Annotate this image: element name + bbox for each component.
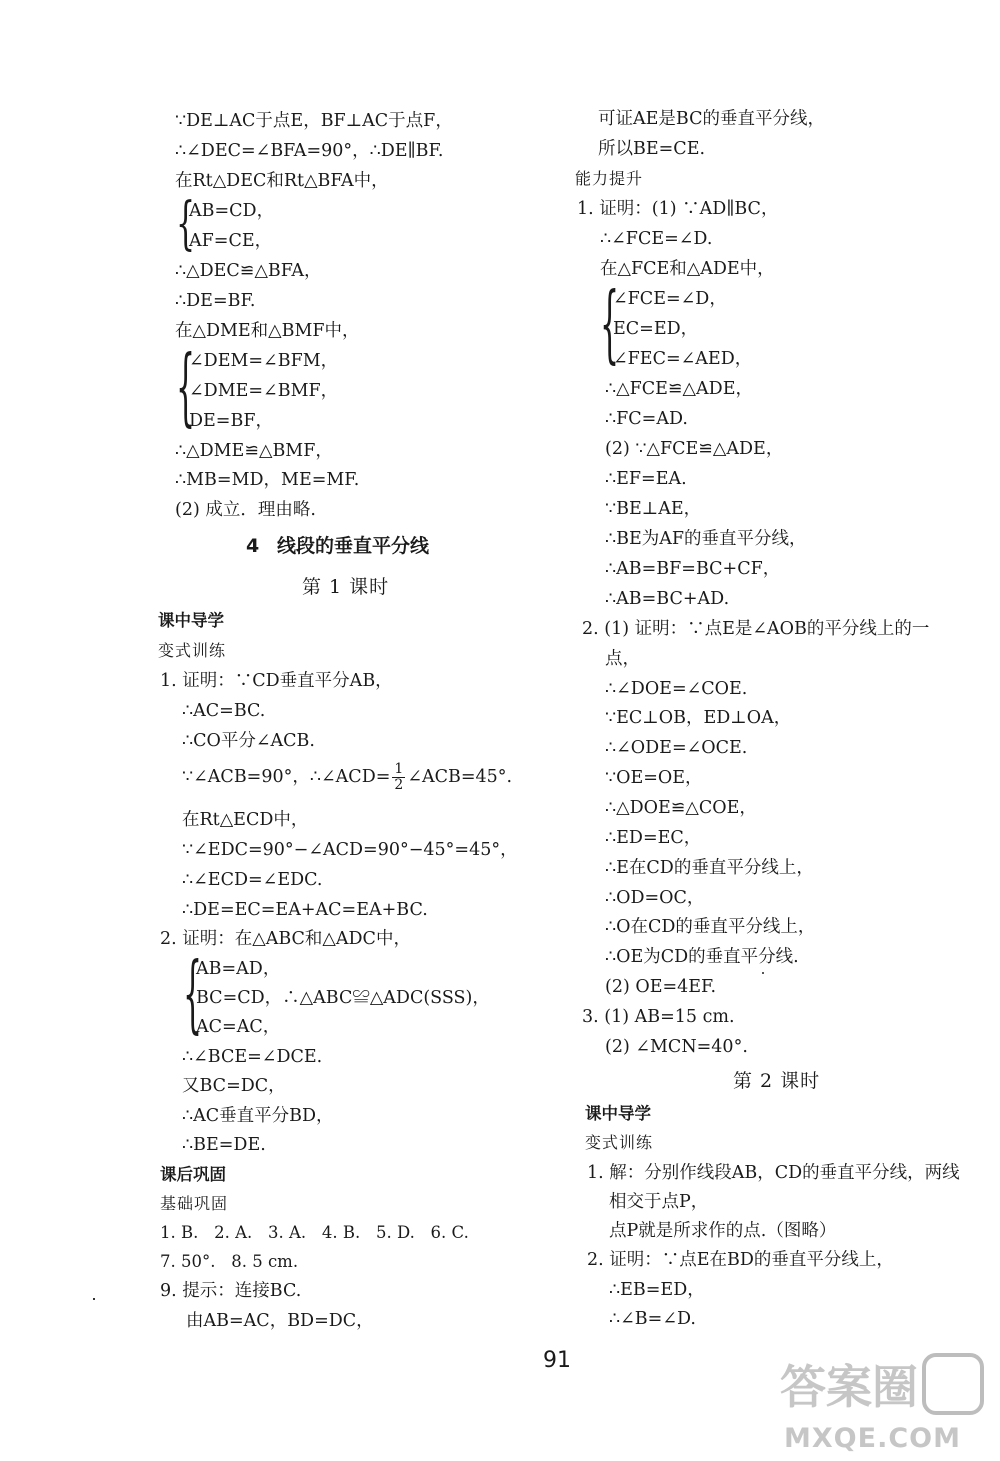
fraction-denominator: 2 [394,777,404,793]
heading: 课中导学 [585,1104,651,1123]
text-line: ∴∠B=∠D. [609,1309,696,1329]
text-line: ∴∠BCE=∠DCE. [182,1047,323,1067]
text-line: ∴BE为AF的垂直平分线， [605,529,807,549]
text-line: ∴DE=BF. [175,291,256,311]
speck [762,972,764,974]
brace: { [183,946,203,1045]
text-line: ∠DME=∠BMF， [189,381,339,401]
text-line: ∴∠ODE=∠OCE. [605,738,748,758]
text-line: 相交于点P， [609,1192,709,1212]
watermark-frame [924,1355,982,1413]
text-line: ∴FC=AD. [605,409,688,429]
text-part: ∠ACB=45°. [407,767,513,787]
text-line: ∴AB=BF=BC+CF， [605,559,781,579]
lesson-heading: 第 2 课时 [733,1070,821,1092]
text-line: ∴MB=MD，ME=MF. [175,470,360,490]
heading: 课中导学 [158,611,224,630]
text-line: 3. (1) AB=15 cm. [582,1007,735,1027]
text-line: AB=AD， [196,959,281,979]
section-title: 线段的垂直平分线 [277,535,430,557]
text-line: (2) OE=4EF. [605,977,717,997]
watermark-text: 答案圈 [780,1360,918,1414]
text-line: ∴AC垂直平分BD， [182,1106,334,1126]
subheading: 基础巩固 [160,1194,229,1213]
text-line: EC=ED， [613,319,699,339]
text-line: 所以BE=CE. [598,139,706,159]
text-line: ∴O在CD的垂直平分线上， [605,917,816,937]
text-line: ∴∠DEC=∠BFA=90°，∴DE∥BF. [175,141,444,161]
fraction [392,762,405,793]
text-line: ∴DE=EC=EA+AC=EA+BC. [182,900,428,920]
text-line: 9. 提示：连接BC. [160,1281,302,1301]
text-line: ∴OD=OC， [605,888,705,908]
text-line: BC=CD，∴△ABC≌△ADC(SSS)， [196,988,490,1008]
text-line: ∵DE⊥AC于点E，BF⊥AC于点F， [175,111,453,131]
text-line: ∵EC⊥OB，ED⊥OA， [605,708,792,728]
text-line: (2) ∵△FCE≌△ADE， [605,439,784,459]
text-line: ∴AC=BC. [182,701,266,721]
text-line: ∴EB=ED， [609,1280,705,1300]
text-line: ∠DEM=∠BFM， [189,351,339,371]
section-number: 4 [246,535,260,557]
text-line: 1. 解：分别作线段AB，CD的垂直平分线，两线 [587,1163,960,1183]
text-line: 点， [605,649,640,669]
subheading: 变式训练 [585,1133,654,1152]
text-line: ∵OE=OE， [605,768,703,788]
text-line: ∠FCE=∠D， [613,289,727,309]
text-line: ∴CO平分∠ACB. [182,731,315,751]
text-line: ∠FEC=∠AED， [613,349,753,369]
fraction-numerator: 1 [394,761,404,777]
text-line: (2) 成立．理由略. [175,500,316,520]
text-line: ∴∠ECD=∠EDC. [182,870,323,890]
speck [93,1298,95,1300]
text-line: 1. 证明：(1) ∵AD∥BC， [577,199,779,219]
watermark-logo [774,1347,994,1457]
subheading: 变式训练 [158,641,227,660]
text-line: ∴OE为CD的垂直平分线. [605,947,799,967]
text-line: 在△FCE和△ADE中， [600,259,775,279]
text-line: 2. (1) 证明：∵点E是∠AOB的平分线上的一 [582,619,930,639]
subheading: 能力提升 [575,169,644,188]
text-line: ∴E在CD的垂直平分线上， [605,858,814,878]
text-line: 点P就是所求作的点.（图略） [609,1221,837,1241]
text-line: ∵∠EDC=90°−∠ACD=90°−45°=45°， [182,840,518,860]
watermark-url: MXQE.COM [784,1423,961,1454]
text-line: ∴EF=EA. [605,469,687,489]
text-line: ∵BE⊥AE， [605,499,702,519]
text-line: 又BC=DC， [182,1076,286,1096]
text-line: AB=CD， [189,201,275,221]
text-line: 在Rt△DEC和Rt△BFA中， [175,171,389,191]
text-line: ∴△DEC≌△BFA， [175,261,322,281]
text-line: ∴ED=EC， [605,828,702,848]
text-line: ∴∠DOE=∠COE. [605,679,748,699]
text-line: 可证AE是BC的垂直平分线， [598,109,825,129]
text-line: 1. B. 2. A. 3. A. 4. B. 5. D. 6. C. [160,1223,469,1242]
text-line: ∴△DME≌△BMF， [175,441,333,461]
text-line: DE=BF， [189,411,273,431]
text-line: ∴∠FCE=∠D. [600,229,713,249]
heading: 课后巩固 [160,1165,226,1184]
text-line: AC=AC， [196,1017,281,1037]
text-line: ∴BE=DE. [182,1135,266,1155]
text-line: 在Rt△ECD中， [182,810,309,830]
text-line: 7. 50°. 8. 5 cm. [160,1252,299,1271]
page-number: 91 [543,1348,571,1373]
brace: { [176,339,196,438]
text-line: 2. 证明：在△ABC和△ADC中， [160,929,411,949]
brace: { [176,191,196,258]
brace: { [600,276,620,375]
text-line: AF=CE， [189,231,273,251]
text-line: 由AB=AC，BD=DC， [186,1311,374,1331]
text-line: ∴AB=BC+AD. [605,589,730,609]
text-line: ∴△FCE≌△ADE， [605,379,753,399]
text-line: 1. 证明：∵CD垂直平分AB， [160,671,393,691]
text-line [182,762,512,793]
text-line: 在△DME和△BMF中， [175,321,360,341]
lesson-heading: 第 1 课时 [302,576,390,598]
text-line: ∴△DOE≌△COE， [605,798,757,818]
text-line: (2) ∠MCN=40°. [605,1037,748,1057]
text-line: 2. 证明：∵点E在BD的垂直平分线上， [587,1250,894,1270]
text-part: ∵∠ACB=90°，∴∠ACD= [182,767,391,787]
